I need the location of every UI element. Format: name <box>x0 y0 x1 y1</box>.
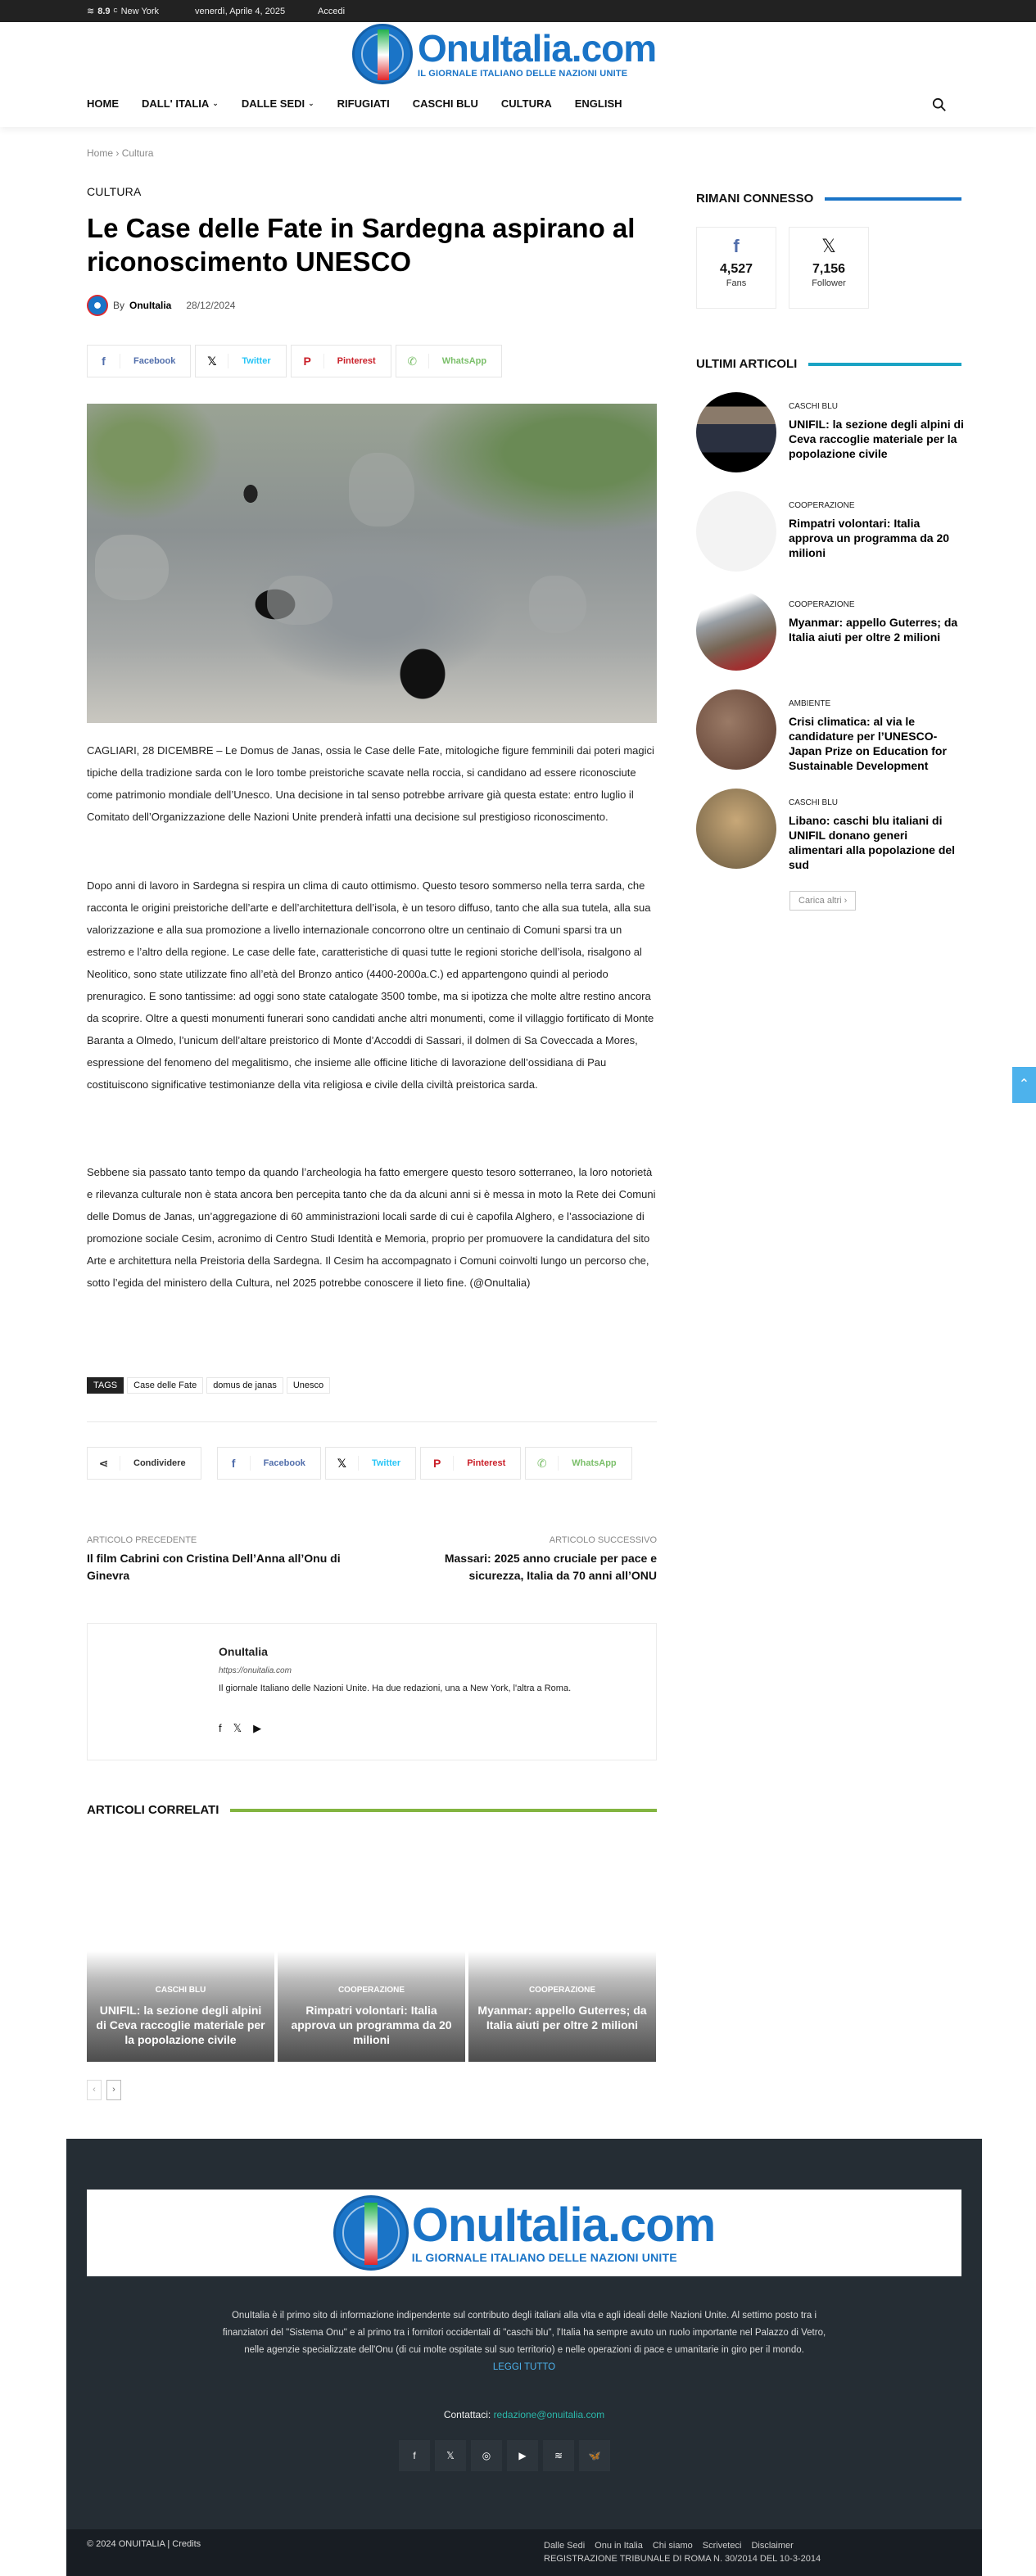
latest-title[interactable]: Crisi climatica: al via le candidature per l’UNESCO-Japan Prize on Education for Sustainable Development <box>789 715 947 772</box>
site-footer <box>66 2139 982 2529</box>
author-link[interactable]: OnuItalia <box>129 300 172 311</box>
share-facebook-button[interactable] <box>217 1447 321 1480</box>
temperature: 8.9 <box>97 6 111 16</box>
main-nav <box>87 97 622 110</box>
article-thumbnail[interactable] <box>696 392 776 472</box>
login-link[interactable]: Accedi <box>318 6 346 16</box>
article-hero-image <box>87 404 657 723</box>
share-icon: ⋖ <box>88 1456 120 1471</box>
prev-article-link[interactable]: Il film Cabrini con Cristina Dell’Anna all’Onu di Ginevra <box>87 1552 341 1582</box>
footer-socials <box>399 2440 610 2471</box>
latest-category: COOPERAZIONE <box>789 501 855 510</box>
latest-heading-text: ULTIMI ARTICOLI <box>696 357 798 371</box>
x-twitter-icon[interactable]: 𝕏 <box>233 1722 242 1734</box>
current-date: venerdì, Aprile 4, 2025 <box>195 6 286 16</box>
nav-label: RIFUGIATI <box>337 97 390 110</box>
latest-category: COOPERAZIONE <box>789 600 855 609</box>
site-header <box>0 22 1036 127</box>
author-socials <box>219 1722 261 1735</box>
share-pinterest-button[interactable] <box>420 1447 521 1480</box>
latest-title[interactable]: UNIFIL: la sezione degli alpini di Ceva raccoglie materiale per la popolazione civile <box>789 418 964 460</box>
related-pager <box>87 2080 121 2100</box>
facebook-icon[interactable]: f <box>219 1722 222 1734</box>
logo-name: OnuItalia.com <box>418 27 657 70</box>
related-heading <box>87 1803 657 1817</box>
share-label: Facebook <box>263 1458 305 1468</box>
fans-count: 4,527 <box>719 262 753 276</box>
breadcrumb <box>87 147 153 159</box>
x-twitter-icon: 𝕏 <box>821 236 836 256</box>
author-box-description: Il giornale Italiano delle Nazioni Unite. Ha due redazioni, una a New York, l'altra a Roma. <box>219 1683 572 1693</box>
chevron-up-icon: ⌃ <box>1018 1078 1030 1091</box>
pinterest-icon: P <box>421 1456 454 1471</box>
cloud-wind-icon: ≋ <box>87 7 95 16</box>
related-title: Rimpatri volontari: Italia approva un programma da 20 milioni <box>291 2004 452 2046</box>
fans-label: Fans <box>726 278 747 288</box>
article-tags <box>87 1377 330 1394</box>
article-thumbnail[interactable] <box>696 789 776 869</box>
youtube-icon[interactable]: ▶ <box>507 2440 538 2471</box>
next-page-button[interactable]: › <box>106 2080 121 2100</box>
facebook-icon: f <box>733 236 740 256</box>
related-articles <box>87 1951 657 2062</box>
share-facebook-button[interactable] <box>87 345 191 377</box>
article-date: 28/12/2024 <box>186 300 236 311</box>
latest-heading <box>696 357 961 371</box>
related-title: UNIFIL: la sezione degli alpini di Ceva raccoglie materiale per la popolazione civile <box>96 2004 265 2046</box>
twitter-followers-box[interactable] <box>789 227 869 309</box>
nav-dalle-sedi[interactable] <box>242 97 314 110</box>
related-title: Myanmar: appello Guterres; da Italia aiuti per oltre 2 milioni <box>477 2004 647 2031</box>
x-twitter-icon: 𝕏 <box>196 354 228 368</box>
article-byline <box>87 295 235 316</box>
latest-category: CASCHI BLU <box>789 798 839 807</box>
prev-article-label: ARTICOLO PRECEDENTE <box>87 1535 197 1545</box>
whatsapp-icon: ✆ <box>526 1456 559 1471</box>
heading-accent-bar <box>230 1809 657 1812</box>
footer-logo[interactable] <box>87 2190 961 2276</box>
share-label: Facebook <box>133 356 176 366</box>
related-card[interactable] <box>278 1951 465 2062</box>
weather-widget <box>87 6 195 16</box>
prev-page-button[interactable]: ‹ <box>87 2080 102 2100</box>
related-category: CASCHI BLU <box>155 1986 206 1995</box>
divider <box>87 1421 657 1422</box>
article-thumbnail[interactable] <box>696 590 776 671</box>
un-globe-icon <box>352 24 413 84</box>
tag-link[interactable]: Unesco <box>287 1377 330 1394</box>
footer-link-disclaimer[interactable]: Disclaimer <box>751 2541 794 2551</box>
temperature-unit: C <box>113 8 118 14</box>
youtube-icon[interactable]: ▶ <box>253 1722 262 1734</box>
footer-link-scriveteci[interactable]: Scriveteci <box>702 2541 742 2551</box>
footer-about-text: OnuItalia è il primo sito di informazione indipendente sul contributo degli italiani alla vita e agli ideali delle Nazioni Unite. Al settimo posto tra i finanziatori del "Sistema Onu" e al primo tra i fornitori occidentali di "caschi blu", l'Italia ha sempre avuto un ruolo importante nel Palazzo di Vetro, nelle agenzie specializzate dell'Onu (di cui molte ospitate sul suo territorio) e nelle operazioni di pace e umanitarie in giro per il mondo. <box>222 2311 826 2355</box>
logo-name: OnuItalia.com <box>411 2199 716 2252</box>
related-category: COOPERAZIONE <box>528 1986 596 1995</box>
breadcrumb-home[interactable]: Home <box>87 147 114 159</box>
next-article-label: ARTICOLO SUCCESSIVO <box>549 1535 657 1545</box>
nav-caschi-blu[interactable] <box>413 97 478 110</box>
share-twitter-button[interactable] <box>195 345 286 377</box>
article-title: Le Case delle Fate in Sardegna aspirano al riconoscimento UNESCO <box>87 213 636 278</box>
un-globe-icon <box>333 2195 409 2271</box>
related-card[interactable] <box>87 1951 274 2062</box>
rss-icon[interactable]: ≋ <box>543 2440 574 2471</box>
nav-home[interactable] <box>87 97 119 110</box>
facebook-fans-box[interactable] <box>696 227 776 309</box>
share-label: Twitter <box>371 1458 401 1468</box>
share-label: Pinterest <box>467 1458 506 1468</box>
connect-heading-text: RIMANI CONNESSO <box>696 192 814 206</box>
nav-label: ENGLISH <box>574 97 622 110</box>
facebook-icon[interactable]: f <box>399 2440 430 2471</box>
x-twitter-icon[interactable]: 𝕏 <box>435 2440 466 2471</box>
bluesky-icon[interactable]: 🦋 <box>579 2440 610 2471</box>
latest-title[interactable]: Rimpatri volontari: Italia approva un programma da 20 milioni <box>789 517 950 559</box>
author-avatar[interactable] <box>87 295 108 316</box>
heading-accent-bar <box>808 363 961 366</box>
footer-contact <box>66 2409 982 2420</box>
nav-label: DALL' ITALIA <box>142 97 210 110</box>
search-icon <box>932 97 947 112</box>
pinterest-icon: P <box>292 354 324 368</box>
share-whatsapp-button[interactable] <box>396 345 502 377</box>
search-button[interactable] <box>932 97 950 115</box>
tag-link[interactable]: Case delle Fate <box>127 1377 203 1394</box>
scroll-to-top-button[interactable] <box>1012 1067 1036 1103</box>
chevron-down-icon: ⌄ <box>308 99 314 107</box>
contact-label: Contattaci: <box>443 2409 491 2420</box>
latest-category: AMBIENTE <box>789 699 831 708</box>
by-label: By <box>113 300 125 311</box>
connect-heading <box>696 192 961 206</box>
share-label: Condividere <box>133 1458 186 1468</box>
copyright: © 2024 ONUITALIA | Credits <box>87 2539 201 2549</box>
share-whatsapp-button[interactable] <box>525 1447 631 1480</box>
article-paragraph: Sebbene sia passato tanto tempo da quando l’archeologia ha fatto emergere questo tesoro sotterraneo, la loro notorietà e rilevanza culturale non è stata ancora ben percepita tanto che da da alcuni anni si è messa in moto la Rete dei Comuni delle Domus de Janas, un’aggregazione di 60 amministrazioni locali sarde di cui è capofila Alghero, e l’associazione di promozione sociale Cesim, acronimo di Centro Studi Identità e Memoria, proprio per promuovere la candidatura del sito Arte e architettura nella Preistoria della Sardegna. Il Cesim ha accompagnato i Comuni coinvolti lungo un percorso che, sotto l’egida del ministero della Cultura, nel 2025 potrebbe conoscere il lieto fine. (@OnuItalia) <box>87 1166 656 1289</box>
author-box-name[interactable]: OnuItalia <box>219 1645 268 1658</box>
logo-tagline: IL GIORNALE ITALIANO DELLE NAZIONI UNITE <box>411 2251 677 2264</box>
footer-link-onu-in-italia[interactable]: Onu in Italia <box>595 2541 643 2551</box>
nav-cultura[interactable] <box>501 97 552 110</box>
latest-category: CASCHI BLU <box>789 402 839 411</box>
nav-label: CULTURA <box>500 97 552 110</box>
footer-link-chi-siamo[interactable]: Chi siamo <box>652 2541 693 2551</box>
instagram-icon[interactable]: ◎ <box>471 2440 502 2471</box>
share-label: Pinterest <box>337 356 376 366</box>
followers-label: Follower <box>812 278 846 288</box>
share-label: Twitter <box>242 356 271 366</box>
share-bottom <box>87 1447 632 1480</box>
related-heading-text: ARTICOLI CORRELATI <box>87 1803 219 1817</box>
related-card[interactable] <box>468 1951 656 2062</box>
article-paragraph: Dopo anni di lavoro in Sardegna si respira un clima di cauto ottimismo. Questo tesoro sommerso nella terra sarda, che racconta le origini preistoriche dell’arte e dell’architettura dell’isola, è un tesoro diffuso, tanto che alla sua tutela, alla sua valorizzazione e alla sua promozione a livello internazionale concorrono oltre un centinaio di Comuni sparsi tra un estremo e l’altro della regione. Le case delle fate, caratteristiche di quasi tutte le regioni storiche dell’isola, risalgono al Neolitico, sono state utilizzate fino all’età del Bronzo antico (4400-2000a.C.) ed appartengono quindi al periodo prenuragico. E sono tantissime: ad oggi sono state catalogate 3500 tombe, ma si ipotizza che molte altre restino ancora da scoprire. Oltre a questi monumenti funerari sono candidati anche altri monumenti, come il villaggio fortificato di Monte Baranta a Olmedo, l’unicum dell’altare preistorico di Monte d’Accoddi di Sassari, il dolmen di Sa Coveccada a Mores, espressione del fenomeno del megalitismo, che insieme alle officine litiche di lavorazione dell’ossidiana di Pau costituiscono significative testimonianze della vita religiosa e civile della civiltà preistorica sarda. <box>87 879 654 1091</box>
tags-label: TAGS <box>87 1377 124 1394</box>
read-more-link[interactable]: LEGGI TUTTO <box>492 2362 556 2372</box>
nav-english[interactable] <box>575 97 622 110</box>
nav-label: HOME <box>87 97 119 110</box>
author-box <box>87 1623 657 1760</box>
facebook-icon: f <box>218 1456 251 1471</box>
top-bar <box>0 0 1036 22</box>
share-pinterest-button[interactable] <box>291 345 391 377</box>
latest-title[interactable]: Myanmar: appello Guterres; da Italia aiuti per oltre 2 milioni <box>789 616 958 644</box>
footer-bottom-bar <box>66 2529 982 2576</box>
x-twitter-icon: 𝕏 <box>326 1456 359 1471</box>
article-thumbnail[interactable] <box>696 689 776 770</box>
footer-link-dalle-sedi[interactable]: Dalle Sedi <box>544 2541 586 2551</box>
logo-tagline: IL GIORNALE ITALIANO DELLE NAZIONI UNITE <box>418 69 628 79</box>
share-top <box>87 345 502 377</box>
weather-city: New York <box>120 6 160 16</box>
placeholder-document-icon[interactable] <box>696 491 776 572</box>
nav-dall-italia[interactable] <box>142 97 219 110</box>
share-toggle-button[interactable] <box>87 1447 201 1480</box>
tag-link[interactable]: domus de janas <box>206 1377 283 1394</box>
article-category[interactable]: CULTURA <box>87 185 142 198</box>
whatsapp-icon: ✆ <box>396 354 429 368</box>
nav-label: DALLE SEDI <box>241 97 305 110</box>
next-article-link[interactable]: Massari: 2025 anno cruciale per pace e sicurezza, Italia da 70 anni all’ONU <box>444 1552 657 1582</box>
facebook-icon: f <box>88 354 120 368</box>
footer-about <box>219 2307 830 2376</box>
registration-text: REGISTRAZIONE TRIBUNALE DI ROMA N. 30/2014 DEL 10-3-2014 <box>544 2554 821 2564</box>
contact-email-link[interactable]: redazione@onuitalia.com <box>493 2409 605 2420</box>
nav-rifugiati[interactable] <box>337 97 390 110</box>
followers-count: 7,156 <box>812 262 846 276</box>
load-more-button[interactable]: Carica altri › <box>789 891 856 911</box>
share-twitter-button[interactable] <box>325 1447 416 1480</box>
site-logo[interactable] <box>352 24 656 84</box>
related-category: COOPERAZIONE <box>337 1986 405 1995</box>
heading-accent-bar <box>825 197 961 201</box>
footer-links <box>544 2541 794 2551</box>
article-paragraph: CAGLIARI, 28 DICEMBRE – Le Domus de Janas, ossia le Case delle Fate, mitologiche figure femminili dai poteri magici tipiche della tradizione sarda con le loro tombe preistoriche scavate nella roccia, si candidano ad essere riconosciute come patrimonio mondiale dell’Unesco. Una decisione in tal senso potrebbe arrivare già questa estate: entro luglio il Comitato dell’Organizzazione delle Nazioni Unite prenderà infatti una decisione sul prestigioso riconoscimento. <box>87 744 654 823</box>
author-box-url[interactable]: https://onuitalia.com <box>219 1666 292 1675</box>
chevron-down-icon: ⌄ <box>212 99 219 107</box>
share-label: WhatsApp <box>441 356 487 366</box>
breadcrumb-current[interactable]: Cultura <box>121 147 154 159</box>
latest-title[interactable]: Libano: caschi blu italiani di UNIFIL donano generi alimentari alla popolazione del sud <box>789 814 956 871</box>
share-label: WhatsApp <box>572 1458 617 1468</box>
breadcrumb-separator: › <box>115 147 120 159</box>
nav-label: CASCHI BLU <box>412 97 478 110</box>
